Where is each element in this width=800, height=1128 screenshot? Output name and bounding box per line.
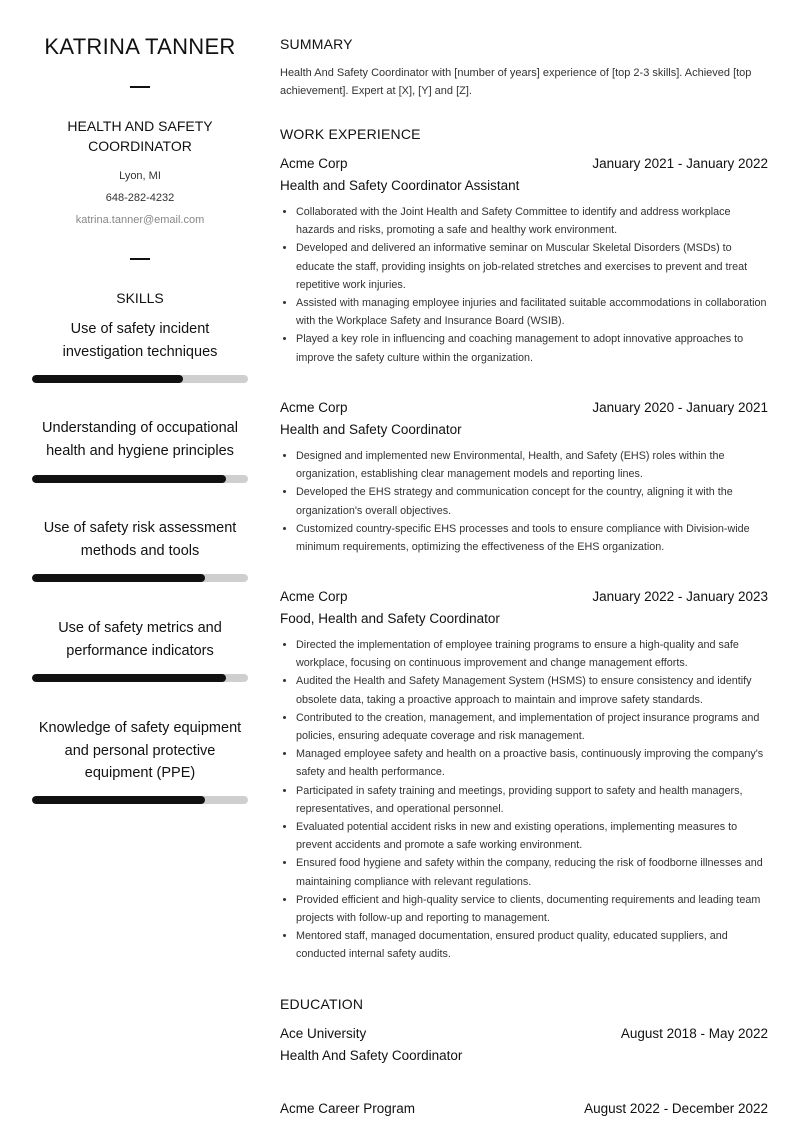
- list-item: • Mentored staff, managed documentation, ensured product quality, educated suppliers, and conducted internal safety audits.: [296, 927, 768, 963]
- divider: [130, 258, 150, 260]
- skills-heading: SKILLS: [116, 290, 164, 306]
- skill-item: [24, 318, 256, 363]
- skill-level-bar: [32, 674, 248, 682]
- skill-item: [24, 717, 256, 785]
- skill-level-fill: [32, 574, 205, 582]
- company-name: Acme Corp: [280, 400, 348, 415]
- list-item: • Contributed to the creation, management, and implementation of project insurance programs and policies, ensuring adequate coverage and risk management.: [296, 709, 768, 745]
- skill-name: Understanding of occupational health and hygiene principles: [42, 420, 238, 459]
- job-entry: [280, 397, 768, 556]
- education-entry: [280, 1098, 768, 1120]
- skill-item: [24, 617, 256, 662]
- company-name: Acme Corp: [280, 589, 348, 604]
- list-item: • Participated in safety training and meetings, providing support to safety and health managers, representatives, and operational personnel.: [296, 782, 768, 818]
- skill-name: Use of safety incident investigation techniques: [62, 321, 218, 360]
- job-bullets: [280, 203, 768, 367]
- job-entry: [280, 153, 768, 367]
- experience-heading: WORK EXPERIENCE: [280, 126, 421, 142]
- list-item: • Audited the Health and Safety Management System (HSMS) to ensure consistency and identify obsolete data, taking a proactive approach to maintain and improve safety standards.: [296, 672, 768, 708]
- skill-name: Use of safety metrics and performance indicators: [58, 620, 222, 659]
- skill-level-bar: [32, 796, 248, 804]
- job-role: HEALTH AND SAFETY COORDINATOR: [67, 118, 213, 154]
- list-item: • Provided efficient and high-quality service to clients, documenting requirements and leading team projects with follow-up and reporting to management.: [296, 891, 768, 927]
- skill-level-fill: [32, 375, 183, 383]
- job-title: Health and Safety Coordinator Assistant: [280, 178, 520, 193]
- list-item: • Played a key role in influencing and coaching management to adopt innovative approaches to improve the safety culture within the organization.: [296, 330, 768, 366]
- skill-level-fill: [32, 796, 205, 804]
- list-item: • Customized country-specific EHS processes and tools to ensure compliance with Division-wide minimum requirements, optimizing the effectiveness of the EHS organization.: [296, 520, 768, 556]
- education-heading: EDUCATION: [280, 996, 364, 1012]
- divider: [130, 86, 150, 88]
- skill-level-bar: [32, 375, 248, 383]
- skill-level-bar: [32, 475, 248, 483]
- skill-item: [24, 517, 256, 562]
- summary-text: Health And Safety Coordinator with [number of years] experience of [top 2-3 skills]. Achieved [top achievement]. Expert at [X], [Y] and [Z].: [280, 67, 752, 97]
- list-item: • Collaborated with the Joint Health and Safety Committee to identify and address workplace hazards and risks, promoting a safe and healthy work environment.: [296, 203, 768, 239]
- list-item: • Developed and delivered an informative seminar on Muscular Skeletal Disorders (MSDs) to educate the staff, providing insights on job-related stretches and exercises to prevent and treat repetitive work injuries.: [296, 239, 768, 294]
- list-item: • Designed and implemented new Environmental, Health, and Safety (EHS) roles within the organization, establishing clear management models and reporting lines.: [296, 447, 768, 483]
- school-name: Ace University: [280, 1026, 367, 1041]
- skill-level-fill: [32, 674, 226, 682]
- list-item: • Managed employee safety and health on a proactive basis, continuously improving the company's safety and health performance.: [296, 745, 768, 781]
- skill-level-fill: [32, 475, 226, 483]
- education-entry: [280, 1023, 768, 1067]
- list-item: • Evaluated potential accident risks in new and existing operations, implementing measures to prevent accidents and promote a safe working environment.: [296, 818, 768, 854]
- job-entry: [280, 586, 768, 964]
- job-dates: January 2022 - January 2023: [592, 589, 768, 604]
- skill-name: Knowledge of safety equipment and personal protective equipment (PPE): [38, 720, 242, 781]
- list-item: • Ensured food hygiene and safety within the company, reducing the risk of foodborne illnesses and maintaining compliance with relevant regulations.: [296, 854, 768, 890]
- email: katrina.tanner@email.com: [75, 214, 205, 226]
- list-item: • Assisted with managing employee injuries and facilitated suitable accommodations in collaboration with the Workplace Safety and Insurance Board (WSIB).: [296, 294, 768, 330]
- location: Lyon, MI: [119, 170, 161, 182]
- phone: 648-282-4232: [105, 192, 175, 204]
- candidate-name: KATRINA TANNER: [44, 34, 236, 59]
- company-name: Acme Corp: [280, 156, 348, 171]
- skill-item: [24, 417, 256, 462]
- job-title: Food, Health and Safety Coordinator: [280, 611, 500, 626]
- job-title: Health and Safety Coordinator: [280, 422, 462, 437]
- summary-heading: SUMMARY: [280, 36, 353, 52]
- job-bullets: [280, 636, 768, 964]
- job-dates: January 2020 - January 2021: [592, 400, 768, 415]
- education-dates: August 2018 - May 2022: [620, 1026, 768, 1041]
- education-dates: August 2022 - December 2022: [584, 1101, 768, 1116]
- degree-title: Health And Safety Coordinator: [280, 1048, 463, 1063]
- list-item: • Directed the implementation of employee training programs to ensure a high-quality and safe workplace, focusing on continuous improvement and change management efforts.: [296, 636, 768, 672]
- school-name: Acme Career Program: [280, 1101, 416, 1116]
- list-item: • Developed the EHS strategy and communication concept for the country, aligning it with the organization's overall objectives.: [296, 483, 768, 519]
- job-bullets: [280, 447, 768, 556]
- job-dates: January 2021 - January 2022: [592, 156, 768, 171]
- skill-level-bar: [32, 574, 248, 582]
- skill-name: Use of safety risk assessment methods and tools: [43, 520, 237, 559]
